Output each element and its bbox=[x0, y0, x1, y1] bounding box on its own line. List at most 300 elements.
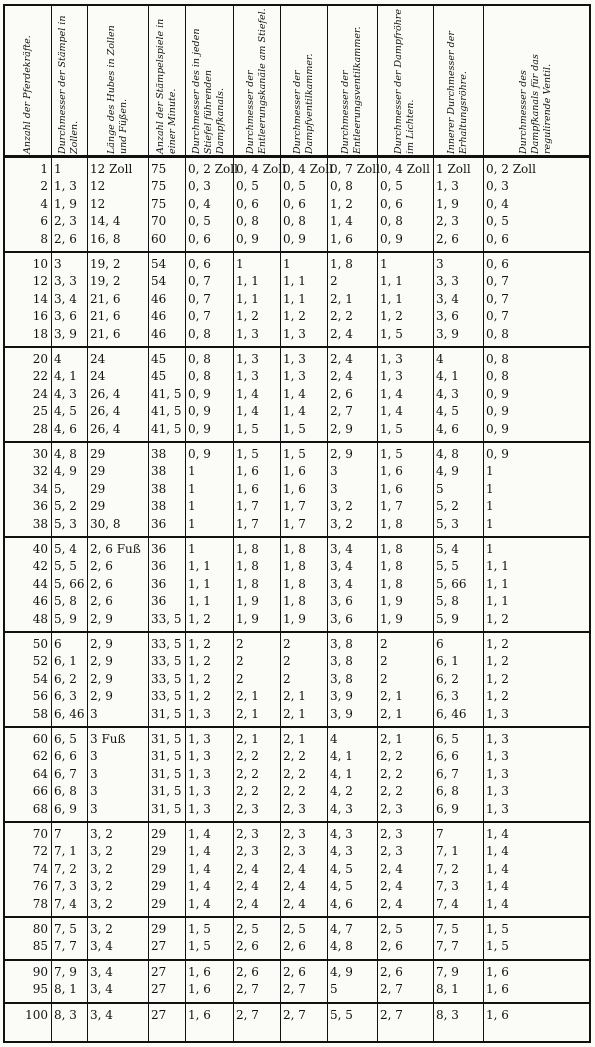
table-cell: 40 bbox=[32, 542, 48, 556]
table-cell: 3, 2 bbox=[330, 499, 353, 514]
table-cell: 29 bbox=[151, 879, 167, 894]
table-cell: 28 bbox=[32, 421, 48, 436]
table-row bbox=[5, 748, 589, 765]
table-cell: 1, 9 bbox=[380, 611, 403, 626]
table-cell: 1, 4 bbox=[188, 861, 211, 876]
column-divider bbox=[185, 6, 186, 1041]
table-row bbox=[5, 196, 589, 213]
table-row bbox=[5, 403, 589, 420]
table-cell: 2, 6 bbox=[90, 594, 113, 609]
table-cell: 1, 6 bbox=[486, 1007, 509, 1022]
table-cell: 0, 3 bbox=[188, 179, 211, 194]
table-cell: 0, 9 bbox=[188, 404, 211, 419]
table-cell: 0, 2 Zoll bbox=[486, 162, 536, 176]
table-cell: 8, 3 bbox=[54, 1007, 77, 1022]
table-cell: 1, 4 bbox=[380, 404, 403, 419]
steam-engine-dimensions-table bbox=[3, 4, 591, 1043]
table-cell: 1, 5 bbox=[486, 939, 509, 954]
table-cell: 41, 5 bbox=[151, 421, 182, 436]
table-cell: 0, 9 bbox=[486, 386, 509, 401]
table-cell: 0, 8 bbox=[330, 179, 353, 194]
table-cell: 22 bbox=[32, 369, 48, 384]
table-cell: 4, 8 bbox=[54, 447, 77, 461]
table-cell: 36 bbox=[151, 559, 167, 574]
table-cell: 3, 3 bbox=[436, 274, 459, 289]
table-row bbox=[5, 273, 589, 290]
table-cell: 4, 1 bbox=[54, 369, 77, 384]
table-cell: 5, 66 bbox=[436, 576, 467, 591]
table-cell: 4, 9 bbox=[54, 464, 77, 479]
table-row bbox=[5, 766, 589, 783]
column-header-label: Innerer Durchmesser der Erhaltungsröhre. bbox=[446, 30, 469, 154]
table-cell: 6, 46 bbox=[54, 706, 85, 721]
table-cell: 3 bbox=[436, 257, 444, 271]
table-cell: 1 bbox=[486, 542, 494, 556]
table-cell: 2, 3 bbox=[283, 827, 306, 841]
table-cell: 1, 3 bbox=[188, 706, 211, 721]
table-cell: 0, 8 bbox=[188, 352, 211, 366]
table-cell: 60 bbox=[32, 732, 48, 746]
table-cell: 30 bbox=[32, 447, 48, 461]
table-cell: 4, 3 bbox=[330, 844, 353, 859]
table-row bbox=[5, 938, 589, 955]
table-cell: 7, 9 bbox=[54, 964, 77, 979]
table-cell: 3, 2 bbox=[90, 827, 113, 841]
table-row bbox=[5, 386, 589, 403]
table-cell: 2, 6 bbox=[236, 939, 259, 954]
table-cell: 1, 3 bbox=[486, 801, 509, 816]
table-cell: 1, 5 bbox=[380, 326, 403, 341]
table-cell: 1, 2 bbox=[188, 654, 211, 669]
table-cell: 41, 5 bbox=[151, 404, 182, 419]
table-cell: 50 bbox=[32, 637, 48, 651]
table-cell: 2, 3 bbox=[236, 844, 259, 859]
table-cell: 3, 4 bbox=[90, 1007, 113, 1022]
table-cell: 32 bbox=[32, 464, 48, 479]
table-cell: 12 Zoll bbox=[90, 162, 133, 176]
table-cell: 75 bbox=[151, 162, 167, 176]
table-cell: 52 bbox=[32, 654, 48, 669]
table-cell: 0, 3 bbox=[486, 179, 509, 194]
table-cell: 2, 4 bbox=[283, 896, 306, 911]
table-cell: 90 bbox=[32, 964, 48, 979]
row-group bbox=[5, 1004, 589, 1029]
table-cell: 2, 2 bbox=[330, 309, 353, 324]
table-cell: 10 bbox=[32, 257, 48, 271]
table-cell: 6 bbox=[40, 214, 48, 229]
table-cell: 85 bbox=[32, 939, 48, 954]
row-group bbox=[5, 158, 589, 253]
table-row bbox=[5, 481, 589, 498]
table-cell: 1, 1 bbox=[283, 274, 306, 289]
table-row bbox=[5, 653, 589, 670]
table-row bbox=[5, 446, 589, 463]
table-cell: 34 bbox=[32, 481, 48, 496]
table-cell: 2, 2 bbox=[283, 749, 306, 764]
table-cell: 18 bbox=[32, 326, 48, 341]
table-cell: 64 bbox=[32, 766, 48, 781]
table-cell: 1, 9 bbox=[283, 611, 306, 626]
table-cell: 36 bbox=[32, 499, 48, 514]
table-cell: 2, 6 bbox=[436, 231, 459, 246]
table-cell: 5, 9 bbox=[54, 611, 77, 626]
table-cell: 6, 5 bbox=[436, 732, 459, 746]
table-cell: 1, 1 bbox=[236, 291, 259, 306]
column-header bbox=[233, 6, 280, 155]
table-row bbox=[5, 463, 589, 480]
table-cell: 1 bbox=[40, 162, 48, 176]
table-cell: 2, 4 bbox=[283, 861, 306, 876]
table-cell: 4, 5 bbox=[436, 404, 459, 419]
table-row bbox=[5, 878, 589, 895]
table-cell: 5, 4 bbox=[436, 542, 459, 556]
table-cell: 12 bbox=[90, 196, 106, 211]
table-cell: 36 bbox=[151, 542, 167, 556]
table-row bbox=[5, 308, 589, 325]
table-cell: 0, 5 bbox=[486, 214, 509, 229]
table-row bbox=[5, 558, 589, 575]
table-cell: 3, 9 bbox=[330, 706, 353, 721]
table-cell: 12 bbox=[90, 179, 106, 194]
table-cell: 0, 7 bbox=[188, 291, 211, 306]
table-cell: 2, 2 bbox=[283, 784, 306, 799]
table-cell: 2 bbox=[283, 654, 291, 669]
table-cell: 27 bbox=[151, 939, 167, 954]
table-cell: 1 bbox=[283, 257, 291, 271]
table-row bbox=[5, 576, 589, 593]
table-row bbox=[5, 593, 589, 610]
table-cell: 6, 8 bbox=[54, 784, 77, 799]
table-cell: 3 Fuß bbox=[90, 732, 126, 746]
table-cell: 19, 2 bbox=[90, 274, 121, 289]
table-cell: 1, 3 bbox=[436, 179, 459, 194]
row-group bbox=[5, 961, 589, 1004]
table-cell: 7, 3 bbox=[436, 879, 459, 894]
table-cell: 1, 6 bbox=[283, 481, 306, 496]
table-cell: 1, 6 bbox=[380, 481, 403, 496]
table-cell: 2, 4 bbox=[283, 879, 306, 894]
table-cell: 1, 2 bbox=[380, 309, 403, 324]
table-cell: 4, 5 bbox=[330, 861, 353, 876]
table-cell: 38 bbox=[151, 481, 167, 496]
table-cell: 29 bbox=[151, 922, 167, 936]
table-cell: 1, 7 bbox=[236, 516, 259, 531]
table-cell: 21, 6 bbox=[90, 309, 121, 324]
table-cell: 7, 4 bbox=[436, 896, 459, 911]
table-cell: 27 bbox=[151, 982, 167, 997]
table-body bbox=[5, 158, 589, 1041]
table-cell: 1, 3 bbox=[236, 352, 259, 366]
table-cell: 3 bbox=[330, 481, 338, 496]
table-row bbox=[5, 611, 589, 628]
table-cell: 2, 1 bbox=[283, 689, 306, 704]
table-cell: 1, 4 bbox=[236, 386, 259, 401]
table-cell: 4, 8 bbox=[436, 447, 459, 461]
table-cell: 41, 5 bbox=[151, 386, 182, 401]
table-cell: 1, 4 bbox=[188, 844, 211, 859]
table-cell: 1, 8 bbox=[236, 542, 259, 556]
table-cell: 3, 4 bbox=[54, 291, 77, 306]
table-cell: 1, 5 bbox=[236, 421, 259, 436]
table-cell: 29 bbox=[151, 861, 167, 876]
table-cell: 1, 7 bbox=[236, 499, 259, 514]
table-cell: 3, 4 bbox=[90, 982, 113, 997]
table-cell: 2, 1 bbox=[330, 291, 353, 306]
table-cell: 24 bbox=[90, 369, 106, 384]
column-header bbox=[185, 6, 233, 155]
table-cell: 0, 4 Zoll bbox=[236, 162, 286, 176]
table-cell: 1, 1 bbox=[486, 594, 509, 609]
table-cell: 3, 4 bbox=[90, 964, 113, 979]
table-cell: 0, 9 bbox=[188, 421, 211, 436]
table-cell: 1, 3 bbox=[486, 706, 509, 721]
table-cell: 0, 8 bbox=[283, 214, 306, 229]
row-group bbox=[5, 443, 589, 538]
table-cell: 1 bbox=[380, 257, 388, 271]
table-cell: 1, 4 bbox=[486, 896, 509, 911]
table-cell: 6, 7 bbox=[436, 766, 459, 781]
table-cell: 2, 9 bbox=[90, 637, 113, 651]
column-divider bbox=[327, 6, 328, 1041]
table-cell: 2, 6 bbox=[380, 964, 403, 979]
column-divider bbox=[433, 6, 434, 1041]
table-cell: 4, 7 bbox=[330, 922, 353, 936]
table-cell: 1, 2 bbox=[188, 611, 211, 626]
table-cell: 1 bbox=[486, 481, 494, 496]
table-row bbox=[5, 1007, 589, 1024]
table-cell: 2, 3 bbox=[283, 801, 306, 816]
table-cell: 4, 1 bbox=[436, 369, 459, 384]
table-cell: 1, 6 bbox=[188, 964, 211, 979]
table-cell: 6, 46 bbox=[436, 706, 467, 721]
table-cell: 4 bbox=[54, 352, 62, 366]
table-cell: 1, 5 bbox=[188, 922, 211, 936]
table-cell: 1, 2 bbox=[486, 671, 509, 686]
table-cell: 33, 5 bbox=[151, 654, 182, 669]
column-header-label: Anzahl der Pferdekräfte. bbox=[22, 34, 33, 154]
table-row bbox=[5, 981, 589, 998]
table-cell: 2, 6 bbox=[90, 576, 113, 591]
table-cell: 2, 7 bbox=[283, 982, 306, 997]
table-cell: 4, 5 bbox=[54, 404, 77, 419]
table-cell: 6, 8 bbox=[436, 784, 459, 799]
table-cell: 3, 2 bbox=[90, 861, 113, 876]
table-cell: 2, 7 bbox=[330, 404, 353, 419]
table-cell: 2, 6 bbox=[283, 964, 306, 979]
table-cell: 38 bbox=[151, 464, 167, 479]
table-cell: 1, 8 bbox=[380, 576, 403, 591]
column-header bbox=[51, 6, 87, 155]
table-cell: 1, 4 bbox=[283, 386, 306, 401]
table-cell: 3, 2 bbox=[90, 879, 113, 894]
table-cell: 33, 5 bbox=[151, 689, 182, 704]
table-cell: 2, 4 bbox=[236, 896, 259, 911]
table-cell: 3, 6 bbox=[330, 594, 353, 609]
table-cell: 0, 7 bbox=[188, 309, 211, 324]
table-row bbox=[5, 541, 589, 558]
table-cell: 29 bbox=[90, 447, 106, 461]
table-cell: 2, 6 bbox=[54, 231, 77, 246]
table-cell: 1, 3 bbox=[380, 369, 403, 384]
table-cell: 3, 3 bbox=[54, 274, 77, 289]
table-cell: 2 bbox=[283, 671, 291, 686]
table-cell: 1, 5 bbox=[486, 922, 509, 936]
table-cell: 6, 9 bbox=[436, 801, 459, 816]
table-cell: 1, 8 bbox=[380, 542, 403, 556]
table-cell: 3, 6 bbox=[330, 611, 353, 626]
table-cell: 6, 7 bbox=[54, 766, 77, 781]
table-cell: 0, 5 bbox=[236, 179, 259, 194]
table-cell: 5, 2 bbox=[54, 499, 77, 514]
table-cell: 1, 2 bbox=[188, 671, 211, 686]
table-cell: 5, 66 bbox=[54, 576, 85, 591]
table-cell: 2, 2 bbox=[380, 784, 403, 799]
table-cell: 2, 6 bbox=[330, 386, 353, 401]
table-cell: 38 bbox=[32, 516, 48, 531]
column-divider bbox=[148, 6, 149, 1041]
table-cell: 2 bbox=[236, 654, 244, 669]
table-cell: 2, 1 bbox=[380, 706, 403, 721]
table-cell: 46 bbox=[151, 291, 167, 306]
table-cell: 48 bbox=[32, 611, 48, 626]
table-cell: 58 bbox=[32, 706, 48, 721]
table-cell: 1, 7 bbox=[380, 499, 403, 514]
table-cell: 3 bbox=[90, 784, 98, 799]
table-cell: 2, 1 bbox=[283, 732, 306, 746]
table-cell: 3, 9 bbox=[436, 326, 459, 341]
table-cell: 0, 8 bbox=[380, 214, 403, 229]
table-cell: 45 bbox=[151, 369, 167, 384]
row-group bbox=[5, 918, 589, 961]
table-row bbox=[5, 731, 589, 748]
table-cell: 2, 4 bbox=[236, 861, 259, 876]
column-header-label: Durchmesser der Dampfröhre im Lichten. bbox=[393, 8, 416, 154]
table-cell: 2, 9 bbox=[330, 421, 353, 436]
table-cell: 1, 8 bbox=[283, 559, 306, 574]
table-cell: 42 bbox=[32, 559, 48, 574]
table-cell: 5, 5 bbox=[330, 1007, 353, 1022]
table-cell: 1, 3 bbox=[283, 369, 306, 384]
table-cell: 44 bbox=[32, 576, 48, 591]
table-cell: 2, 3 bbox=[380, 844, 403, 859]
table-cell: 78 bbox=[32, 896, 48, 911]
table-cell: 1, 1 bbox=[380, 274, 403, 289]
table-cell: 31, 5 bbox=[151, 801, 182, 816]
column-divider bbox=[483, 6, 484, 1041]
table-cell: 5 bbox=[436, 481, 444, 496]
table-cell: 4, 1 bbox=[330, 749, 353, 764]
table-cell: 0, 8 bbox=[188, 369, 211, 384]
table-cell: 60 bbox=[151, 231, 167, 246]
table-row bbox=[5, 368, 589, 385]
table-cell: 1, 9 bbox=[236, 611, 259, 626]
table-cell: 2, 3 bbox=[236, 827, 259, 841]
table-cell: 2, 2 bbox=[380, 749, 403, 764]
table-cell: 0, 5 bbox=[283, 179, 306, 194]
table-cell: 6, 3 bbox=[54, 689, 77, 704]
table-cell: 1 bbox=[188, 499, 196, 514]
table-row bbox=[5, 516, 589, 533]
table-cell: 7, 7 bbox=[436, 939, 459, 954]
table-cell: 12 bbox=[32, 274, 48, 289]
table-cell: 4 bbox=[40, 196, 48, 211]
table-cell: 1 bbox=[486, 464, 494, 479]
table-cell: 1, 1 bbox=[188, 576, 211, 591]
table-cell: 27 bbox=[151, 964, 167, 979]
table-cell: 2, 1 bbox=[380, 732, 403, 746]
table-cell: 4, 9 bbox=[330, 964, 353, 979]
table-cell: 1 bbox=[188, 542, 196, 556]
column-header bbox=[327, 6, 377, 155]
table-cell: 4 bbox=[436, 352, 444, 366]
table-cell: 3 bbox=[54, 257, 62, 271]
table-cell: 0, 7 Zoll bbox=[330, 162, 380, 176]
table-cell: 2, 4 bbox=[330, 352, 353, 366]
table-cell: 3, 2 bbox=[330, 516, 353, 531]
table-cell: 1 bbox=[54, 162, 62, 176]
table-cell: 6, 2 bbox=[436, 671, 459, 686]
table-cell: 1, 8 bbox=[283, 542, 306, 556]
table-cell: 0, 7 bbox=[486, 274, 509, 289]
table-cell: 4, 5 bbox=[330, 879, 353, 894]
table-cell: 31, 5 bbox=[151, 706, 182, 721]
table-cell: 1, 3 bbox=[283, 326, 306, 341]
table-cell: 1, 1 bbox=[188, 594, 211, 609]
table-cell: 1, 9 bbox=[54, 196, 77, 211]
table-cell: 7, 7 bbox=[54, 939, 77, 954]
table-cell: 7, 5 bbox=[436, 922, 459, 936]
table-cell: 1 bbox=[188, 481, 196, 496]
table-cell: 31, 5 bbox=[151, 784, 182, 799]
table-cell: 1, 3 bbox=[188, 749, 211, 764]
table-cell: 1, 7 bbox=[283, 499, 306, 514]
table-cell: 2, 9 bbox=[90, 611, 113, 626]
table-cell: 1, 3 bbox=[188, 784, 211, 799]
row-group bbox=[5, 538, 589, 633]
table-cell: 70 bbox=[151, 214, 167, 229]
table-cell: 68 bbox=[32, 801, 48, 816]
table-cell: 46 bbox=[32, 594, 48, 609]
table-cell: 38 bbox=[151, 499, 167, 514]
table-cell: 0, 8 bbox=[486, 326, 509, 341]
table-cell: 2, 4 bbox=[330, 369, 353, 384]
table-cell: 3, 2 bbox=[90, 896, 113, 911]
table-cell: 1, 1 bbox=[188, 559, 211, 574]
table-cell: 45 bbox=[151, 352, 167, 366]
table-cell: 1, 6 bbox=[486, 964, 509, 979]
table-cell: 1, 8 bbox=[283, 576, 306, 591]
table-cell: 16, 8 bbox=[90, 231, 121, 246]
table-cell: 72 bbox=[32, 844, 48, 859]
table-cell: 6, 9 bbox=[54, 801, 77, 816]
table-cell: 0, 5 bbox=[380, 179, 403, 194]
row-group bbox=[5, 348, 589, 443]
table-cell: 5 bbox=[330, 982, 338, 997]
table-cell: 0, 7 bbox=[486, 291, 509, 306]
table-cell: 4, 3 bbox=[330, 801, 353, 816]
table-cell: 4, 6 bbox=[436, 421, 459, 436]
table-cell: 3, 4 bbox=[436, 291, 459, 306]
table-cell: 2 bbox=[40, 179, 48, 194]
table-cell: 1, 2 bbox=[283, 309, 306, 324]
table-cell: 2, 7 bbox=[283, 1007, 306, 1022]
table-cell: 14, 4 bbox=[90, 214, 121, 229]
table-cell: 0, 6 bbox=[486, 257, 509, 271]
table-cell: 0, 7 bbox=[486, 309, 509, 324]
row-group bbox=[5, 633, 589, 728]
table-cell: 75 bbox=[151, 179, 167, 194]
table-cell: 31, 5 bbox=[151, 766, 182, 781]
